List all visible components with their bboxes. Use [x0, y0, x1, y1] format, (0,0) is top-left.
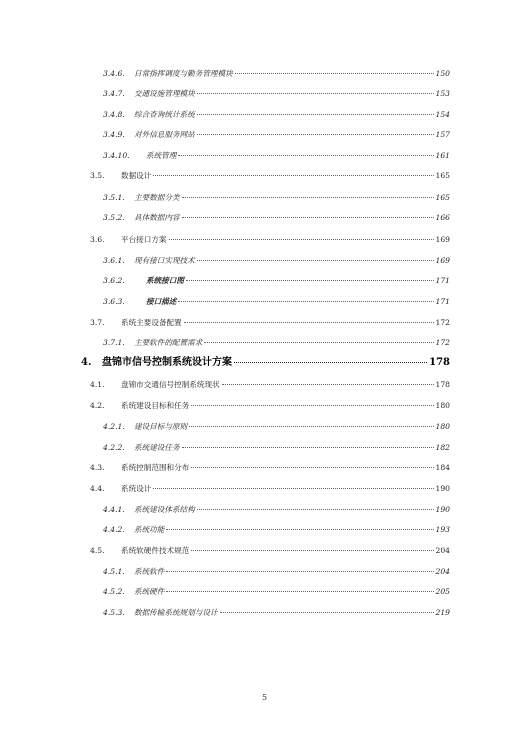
toc-title: 交通设施管理模块: [134, 89, 195, 98]
toc-number: 4.5.: [90, 546, 105, 555]
toc-entry-4-2[interactable]: [90, 401, 450, 411]
toc-title: 对外信息服务网站: [134, 130, 195, 139]
toc-number: 4.5.3.: [103, 608, 125, 617]
toc-page: 204: [435, 567, 450, 576]
toc-leader: [182, 447, 434, 448]
toc-number: 4.4.: [90, 484, 105, 493]
toc-entry-4-2-1[interactable]: [103, 422, 450, 432]
toc-page: 166: [435, 213, 450, 222]
toc-title: 综合查询统计系统: [134, 110, 195, 119]
toc-title: 盘锦市信号控制系统设计方案: [102, 357, 232, 368]
toc-entry-4-4-2[interactable]: [103, 525, 450, 535]
toc-leader: [235, 73, 434, 74]
toc-number: 3.4.9.: [103, 130, 125, 139]
toc-title: 系统控制范围和分布: [121, 463, 190, 472]
toc-leader: [191, 550, 433, 551]
toc-leader: [166, 571, 433, 572]
toc-number: 4.4.1.: [103, 505, 125, 514]
toc-leader: [197, 134, 434, 135]
toc-page: 157: [435, 130, 450, 139]
toc-number: 3.7.: [90, 318, 105, 327]
toc-number: 3.6.: [90, 235, 105, 244]
toc-leader: [222, 384, 434, 385]
toc-number: 3.4.6.: [103, 69, 125, 78]
toc-title: 系统接口图: [146, 276, 184, 285]
toc-leader: [169, 239, 434, 240]
toc-leader: [197, 114, 434, 115]
toc-title: 系统建设目标和任务: [121, 401, 190, 410]
toc-entry-4-4[interactable]: [90, 484, 450, 494]
toc-entry-3-4-6[interactable]: [103, 69, 450, 79]
toc-title: 系统管理: [146, 151, 177, 160]
page-number: 5: [261, 693, 268, 702]
toc-number: 4.5.1.: [103, 567, 125, 576]
toc-leader: [204, 342, 433, 343]
toc-page: 171: [435, 297, 450, 306]
toc-page: 190: [435, 505, 450, 514]
toc-number: 4.2.1.: [103, 422, 125, 431]
toc-entry-3-6-2[interactable]: [103, 276, 450, 286]
toc-page: 180: [435, 401, 450, 410]
toc-page: 205: [435, 587, 450, 596]
toc-entry-3-4-9[interactable]: [103, 130, 450, 140]
toc-number: 4.1.: [90, 380, 105, 389]
toc-number: 4.: [81, 357, 92, 368]
toc-leader: [182, 197, 434, 198]
toc-leader: [220, 612, 434, 613]
toc-number: 3.5.2.: [103, 213, 125, 222]
toc-entry-4-3[interactable]: [90, 463, 450, 473]
toc-title: 系统建设体系结构: [134, 505, 195, 514]
toc-number: 4.3.: [90, 463, 105, 472]
toc-page: 169: [435, 256, 450, 265]
toc-leader: [166, 529, 433, 530]
toc-leader: [182, 217, 434, 218]
toc-leader: [191, 405, 433, 406]
toc-page: 182: [435, 443, 450, 452]
toc-title: 系统硬件: [134, 587, 165, 596]
toc-entry-3-4-10[interactable]: [103, 151, 450, 161]
toc-title: 数据传输系统规划与设计: [134, 608, 218, 617]
toc-entry-3-7[interactable]: [90, 318, 450, 328]
toc-leader: [186, 280, 434, 281]
toc-title: 建设目标与原则: [134, 422, 188, 431]
toc-number: 4.2.2.: [103, 443, 125, 452]
toc-number: 3.6.2.: [103, 276, 125, 285]
toc-number: 3.6.3.: [103, 297, 125, 306]
toc-page: 184: [435, 463, 450, 472]
toc-entry-4-5-3[interactable]: [103, 608, 450, 618]
toc-leader: [197, 509, 434, 510]
toc-title: 系统建设任务: [134, 443, 180, 452]
toc-page: 190: [435, 484, 450, 493]
toc-page: 165: [435, 193, 450, 202]
toc-title: 系统功能: [134, 525, 165, 534]
toc-entry-3-4-8[interactable]: [103, 110, 450, 120]
toc-leader: [197, 260, 434, 261]
toc-page: 161: [435, 151, 450, 160]
toc-leader: [178, 301, 433, 302]
toc-leader: [197, 93, 434, 94]
toc-page: 172: [435, 318, 450, 327]
toc-title: 具体数据内容: [134, 213, 180, 222]
toc-title: 系统主要设备配置: [121, 318, 182, 327]
toc-title: 日常指挥调度与勤务管理模块: [134, 69, 233, 78]
toc-title: 盘锦市交通信号控制系统现状: [121, 380, 220, 389]
toc-leader: [178, 155, 433, 156]
toc-title: 数据设计: [121, 171, 152, 180]
toc-entry-3-6-1[interactable]: [103, 256, 450, 266]
toc-entry-3-6[interactable]: [90, 235, 450, 245]
toc-title: 系统软件: [134, 567, 165, 576]
toc-page: 172: [435, 338, 450, 347]
toc-title: 现有接口实现技术: [134, 256, 195, 265]
toc-number: 3.4.7.: [103, 89, 125, 98]
toc-number: 3.6.1.: [103, 256, 125, 265]
toc-number: 4.2.: [90, 401, 105, 410]
toc-title: 平台接口方案: [121, 235, 167, 244]
toc-title: 主要数据分类: [134, 193, 180, 202]
toc-page: 169: [435, 235, 450, 244]
toc-entry-3-6-3[interactable]: [103, 297, 450, 307]
toc-number: 3.5.1.: [103, 193, 125, 202]
toc-entry-3-7-1[interactable]: [103, 338, 450, 348]
toc-page: 154: [435, 110, 450, 119]
toc-title: 系统软硬件技术规范: [121, 546, 190, 555]
toc-page: 153: [435, 89, 450, 98]
toc-title: 接口描述: [146, 297, 177, 306]
toc-title: 主要软件的配置需求: [134, 338, 203, 347]
toc-leader: [166, 591, 433, 592]
toc-page: 180: [435, 422, 450, 431]
toc-entry-3-5[interactable]: [90, 171, 450, 181]
toc-entry-3-5-2[interactable]: [103, 213, 450, 223]
toc-page: 193: [435, 525, 450, 534]
toc-entry-4-5-1[interactable]: [103, 567, 450, 577]
toc-number: 3.4.8.: [103, 110, 125, 119]
toc-entry-4-4-1[interactable]: [103, 505, 450, 515]
toc-number: 3.4.10.: [103, 151, 130, 160]
toc-page: 171: [435, 276, 450, 285]
toc-leader: [153, 175, 433, 176]
toc-page: 150: [435, 69, 450, 78]
toc-number: 4.4.2.: [103, 525, 125, 534]
toc-entry-4-5-2[interactable]: [103, 587, 450, 597]
toc-page: 178: [429, 357, 450, 368]
toc-leader: [189, 426, 433, 427]
toc-page: 219: [435, 608, 450, 617]
toc-entry-3-5-1[interactable]: [103, 193, 450, 203]
toc-entry-4-5[interactable]: [90, 546, 450, 556]
toc-number: 4.5.2.: [103, 587, 125, 596]
toc-number: 3.5.: [90, 171, 105, 180]
toc-leader: [191, 467, 433, 468]
toc-number: 3.7.1.: [103, 338, 125, 347]
toc-leader: [234, 362, 427, 363]
toc-page: 178: [435, 380, 450, 389]
toc-leader: [184, 322, 434, 323]
toc-entry-4-2-2[interactable]: [103, 443, 450, 453]
toc-entry-4[interactable]: [81, 357, 450, 369]
toc-page: 204: [435, 546, 450, 555]
toc-entry-4-1[interactable]: [90, 380, 450, 390]
toc-entry-3-4-7[interactable]: [103, 89, 450, 99]
toc-title: 系统设计: [121, 484, 152, 493]
toc-leader: [153, 488, 433, 489]
toc-page: 165: [435, 171, 450, 180]
